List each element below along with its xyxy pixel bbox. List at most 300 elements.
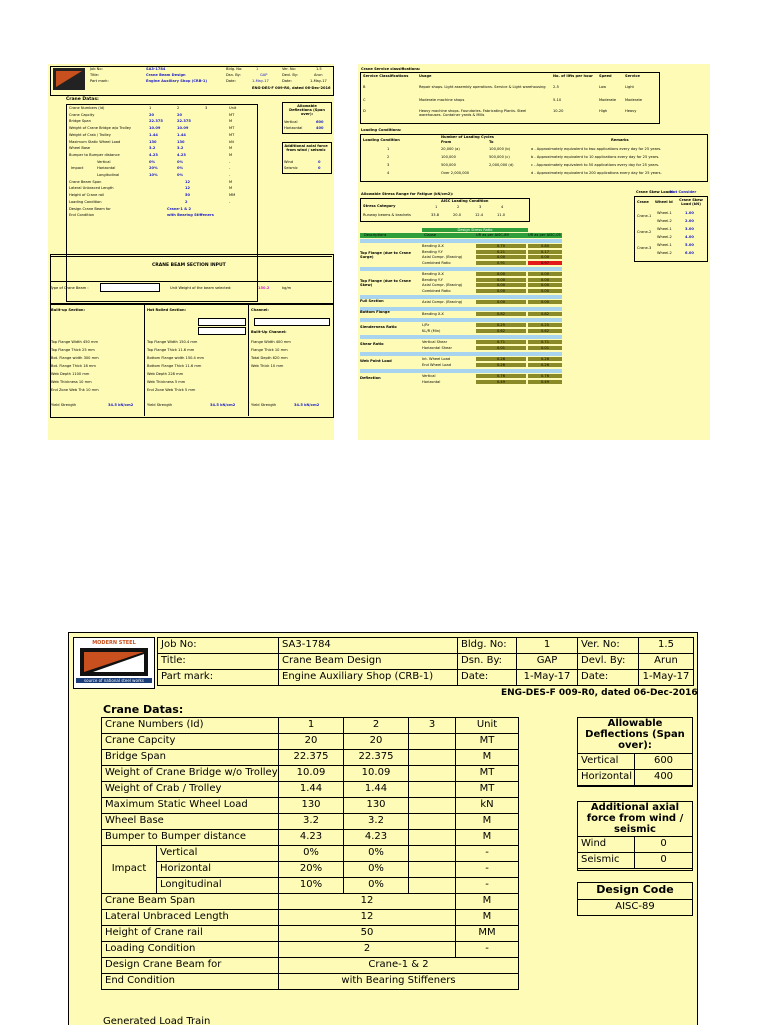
thumb-service-cell: Moderate xyxy=(599,98,617,102)
thumb-skew-table xyxy=(634,196,708,262)
thumb-axial-heading: Additional axial force from wind / seismic xyxy=(284,144,328,152)
impact-row-label: Vertical xyxy=(156,845,279,862)
crane-row-v3 xyxy=(408,733,456,750)
thumb-fatigue-header: Stress Category xyxy=(363,204,396,208)
thumb-service-cell: 2-5 xyxy=(553,85,559,89)
deflection-heading: Allowable Deflections (Span over): xyxy=(585,718,685,751)
crane-header-cell: 2 xyxy=(343,717,409,734)
thumb-section-row: Web Thick 10 mm xyxy=(251,364,284,368)
span-row-value: 12 xyxy=(278,893,456,910)
thumb-loading-cell: 100,000 xyxy=(441,155,456,159)
thumb-impact-row-v2: 0% xyxy=(177,159,184,164)
impact-row-v3 xyxy=(408,845,456,862)
thumb-channel-label: Channel: xyxy=(251,308,269,312)
thumb-crane-row: 4.23 xyxy=(177,152,186,157)
thumb-ratio-clause: Axial Compr. (Bracing) xyxy=(422,255,463,259)
crane-row-label: Maximum Static Wheel Load xyxy=(101,797,279,814)
dsn-by-value: GAP xyxy=(516,653,578,670)
thumb-ratio-ur89: 0.00 xyxy=(476,278,526,282)
thumb-part-label: Part mark: xyxy=(90,79,109,83)
thumb-impact-row-label: Horizontal xyxy=(97,166,116,171)
crane-row-v1: 130 xyxy=(278,797,344,814)
thumb-section-row: End Zone Web Thk 10 mm xyxy=(51,388,99,392)
crane-datas-heading: Crane Datas: xyxy=(103,703,184,716)
thumb-span-row-value: 12 xyxy=(185,179,191,184)
crane-row-v1: 20 xyxy=(278,733,344,750)
crane-row-v2: 130 xyxy=(343,797,409,814)
seismic-label: Seismic xyxy=(577,852,635,869)
thumb-span-row-unit: M xyxy=(229,179,233,184)
date2-value: 1-May-17 xyxy=(638,669,694,686)
thumb-ratio-separator xyxy=(360,318,562,322)
ver-no-label: Ver. No: xyxy=(577,637,639,654)
thumb-loading-cell: 3 xyxy=(387,163,390,167)
thumb-span-row-value: 12 xyxy=(185,186,191,191)
thumb-ratio-ur89: 0.00 xyxy=(476,255,526,259)
thumb-ratio-clause: Combined Ratio xyxy=(422,260,451,265)
thumb-loading-cell: 500,000 xyxy=(441,163,456,167)
thumb-loading-cell: 4 xyxy=(387,171,390,175)
thumb-ratio-ur05: 0.00 xyxy=(528,283,562,287)
thumb-section-row: End Zone Web Thick 5 mm xyxy=(147,388,196,392)
title-label: Title: xyxy=(157,653,279,670)
thumb-crane-row: 22.375 xyxy=(177,119,191,124)
horizontal-label: Horizontal xyxy=(577,769,635,786)
thumb-loading-cell: 100,000 (b) xyxy=(489,147,511,151)
thumb-ratio-clause: Vertical Shear xyxy=(422,340,448,344)
thumb-loading-cell: d - Approximately equivalent to 200 applications every day for 25 years. xyxy=(531,171,662,175)
thumb-fatigue-heading: Allowable Stress Range for Fatigue (kN/cm2): xyxy=(361,192,454,196)
crane-row-v2: 4.23 xyxy=(343,829,409,846)
crane-header-cell: 3 xyxy=(408,717,456,734)
impact-row-v1: 20% xyxy=(278,861,344,878)
crane-header-cell: 1 xyxy=(278,717,344,734)
thumb-service-cell: Heavy machine shops. Foundaries. Fabricating Plants. Steel warehouses. Container yards & Mills xyxy=(419,109,527,117)
thumb-skew-header: Wheel id xyxy=(655,200,673,204)
thumb-ratio-clause: Bending X-X xyxy=(422,272,444,276)
thumb-fatigue-header: 2 xyxy=(457,205,460,209)
crane-row-unit: MT xyxy=(455,733,519,750)
thumb-doc-ref: ENG-DES-F 009-R0, dated 06-Dec-2016 xyxy=(252,86,331,90)
thumb-ratio-group-title: Top Flange (due to Crane Skew) xyxy=(360,279,411,287)
thumb-ratio-ur89: 0.00 xyxy=(476,272,526,276)
thumb-span-row-label: End Condition xyxy=(69,213,95,218)
thumb-span-row-label: Lateral Unbraced Length xyxy=(69,186,114,191)
crane-row-label: Weight of Crane Bridge w/o Trolley xyxy=(101,765,279,782)
thumb-wind-label: Wind xyxy=(284,160,294,164)
crane-row-unit: MT xyxy=(455,765,519,782)
thumb-crane-row: 22.375 xyxy=(149,119,163,124)
thumb-fatigue-table xyxy=(360,198,530,222)
thumb-service-cell: Moderate xyxy=(625,98,643,102)
impact-row-v2: 0% xyxy=(343,845,409,862)
thumb-ratio-ur89: 0.01 xyxy=(476,346,526,350)
thumb-loading-cell: 500,000 (c) xyxy=(489,155,510,159)
thumb-fatigue-header: 3 xyxy=(479,205,482,209)
thumb-section-row: Top Flange Width 150.4 mm xyxy=(147,340,198,344)
thumb-ratio-ur89: 0.00 xyxy=(476,289,526,293)
thumb-loading-cell: b - Approximately equivalent to 10 applications every day for 25 years. xyxy=(531,155,660,159)
thumb-ratio-ur89: 0.00 xyxy=(476,300,526,304)
span-row-label: End Condition xyxy=(101,973,279,990)
job-no-label: Job No: xyxy=(157,637,279,654)
span-row-unit: M xyxy=(455,909,519,926)
crane-row-v1: 3.2 xyxy=(278,813,344,830)
thumb-ratio-clause: End Wheel Load xyxy=(422,362,451,367)
thumb-ratio-group-title: Top Flange (due to Crane Surge) xyxy=(360,251,411,259)
thumb-ratio-group-title: Deflection xyxy=(360,375,381,380)
thumb-service-table xyxy=(360,72,660,124)
thumb-crane-row: M xyxy=(229,119,233,124)
thumb-impact-row-label: Vertical xyxy=(97,159,111,164)
thumb-ratio-group-title: Shear Ratio xyxy=(360,341,384,346)
thumb-crane-row: 130 xyxy=(149,139,157,144)
thumb-fatigue-header: 4 xyxy=(501,205,504,209)
crane-row-label: Bridge Span xyxy=(101,749,279,766)
thumb-loading-cell: Over 2,000,000 xyxy=(441,171,470,175)
thumb-skew-cell: Wheel-1 xyxy=(657,243,672,247)
thumb-ratio-ur05: 0.17 xyxy=(528,250,562,254)
thumb-service-cell: C xyxy=(363,98,366,102)
thumb-hotrolled-select[interactable] xyxy=(198,318,246,326)
thumb-crane-row: Maximum Static Wheel Load xyxy=(69,139,121,144)
crane-row-v3 xyxy=(408,781,456,798)
thumb-ratio-header: UR as per AISC-05 xyxy=(528,233,561,237)
thumb-skew-cell: 6.00 xyxy=(685,251,694,255)
thumb-crane-header: Unit xyxy=(229,106,237,110)
thumb-ratio-ur05: 0.01 xyxy=(528,346,562,350)
thumb-service-header: Usage xyxy=(419,74,432,78)
thumb-section-row: Bottom Flange width 150.4 mm xyxy=(147,356,204,360)
thumb-unit-weight-label: Unit Weight of the beam selected: xyxy=(170,286,232,290)
span-row-label: Lateral Unbraced Length xyxy=(101,909,279,926)
thumb-crane-row: M xyxy=(229,152,233,157)
span-row-value: Crane-1 & 2 xyxy=(278,957,519,974)
thumb-span-row-label: Design Crane Beam for xyxy=(69,206,111,211)
part-mark-value: Engine Auxiliary Shop (CRB-1) xyxy=(278,669,458,686)
thumb-yield-value-1: 34.5 kN/cm2 xyxy=(108,403,134,407)
span-row-unit: M xyxy=(455,893,519,910)
thumb-horizontal-label: Horizontal xyxy=(284,126,303,130)
thumb-service-cell: 10-20 xyxy=(553,109,564,113)
thumb-loading-cell: 1 xyxy=(387,147,390,151)
thumb-section-row: Total Depth 620 mm xyxy=(251,356,288,360)
thumb-ratio-clause: Bending X-X xyxy=(422,244,444,248)
thumb-service-cell: Heavy xyxy=(625,109,637,113)
thumb-loading-table xyxy=(360,134,708,182)
crane-row-v3 xyxy=(408,813,456,830)
thumb-span-row-value: 50 xyxy=(185,193,191,198)
thumb-ratio-clause: Vertical xyxy=(422,374,436,378)
crane-row-label: Bumper to Bumper distance xyxy=(101,829,279,846)
thumb-skew-header: Crane Skew Load (kN) xyxy=(679,198,703,206)
crane-row-unit: MT xyxy=(455,781,519,798)
thumb-dsn-label: Dsn. By: xyxy=(226,73,241,77)
crane-row-label: Crane Capcity xyxy=(101,733,279,750)
crane-row-v2: 20 xyxy=(343,733,409,750)
thumb-crane-row: Weight of Crane Bridge w/o Trolley xyxy=(69,126,132,131)
thumb-section-row: Bot. Flange width 300 mm xyxy=(51,356,99,360)
thumb-title-label: Title: xyxy=(90,73,99,77)
thumb-ver-label: Ver. No: xyxy=(282,67,296,71)
thumb-crane-row: Weight of Crab / Trolley xyxy=(69,132,111,137)
doc-ref: ENG-DES-F 009-R0, dated 06-Dec-2016 xyxy=(501,688,698,698)
crane-row-v1: 1.44 xyxy=(278,781,344,798)
thumb-deflection-heading: Allowable Deflections (Span over): xyxy=(289,104,325,116)
thumb-ratio-ur89: 0.76 xyxy=(476,374,526,378)
thumb-fatigue-header: AISC Loading Condition xyxy=(441,199,489,203)
thumb-ratio-ur05: 0.00 xyxy=(528,255,562,259)
thumb-skew-cell: Crane-3 xyxy=(637,246,652,250)
thumb-crane-datas-heading: Crane Datas: xyxy=(66,97,99,102)
crane-row-label: Weight of Crab / Trolley xyxy=(101,781,279,798)
thumb-skew-cell: 1.00 xyxy=(685,211,694,215)
span-row-label: Crane Beam Span xyxy=(101,893,279,910)
span-row-value: 2 xyxy=(278,941,456,958)
thumb-skew-cell: 3.00 xyxy=(685,227,694,231)
thumb-service-cell: Low xyxy=(599,85,607,89)
vertical-value: 600 xyxy=(634,753,693,770)
thumb-ratio-ur89: 0.91 xyxy=(476,261,526,265)
thumb-ratio-ur89: 0.25 xyxy=(476,323,526,327)
thumb-loading-cell: 2 xyxy=(387,155,390,159)
thumb-ratio-clause: Bending Y-Y xyxy=(422,277,443,282)
thumb-skew-heading: Crane Skew Loads: xyxy=(636,190,675,194)
thumb-impact-row-v1: 10% xyxy=(149,173,158,177)
thumb-service-cell: High xyxy=(599,109,608,113)
thumb-section-row: Web Thickness 10 mm xyxy=(51,380,92,384)
thumb-service-cell: D xyxy=(363,109,366,113)
thumb-section-input-heading: CRANE BEAM SECTION INPUT xyxy=(152,263,226,268)
thumb-skew-cell: Wheel-1 xyxy=(657,211,672,215)
span-row-value: with Bearing Stiffeners xyxy=(278,973,519,990)
generated-load-train: Generated Load Train xyxy=(103,1016,211,1027)
thumb-skew-cell: 5.00 xyxy=(685,243,694,247)
thumb-service-cell: Light xyxy=(625,85,634,89)
span-row-unit: - xyxy=(455,941,519,958)
span-row-label: Design Crane Beam for xyxy=(101,957,279,974)
thumb-ratio-ur05: 0.80 xyxy=(528,244,562,248)
date-value: 1-May-17 xyxy=(516,669,578,686)
wind-value: 0 xyxy=(634,836,693,853)
crane-row-v1: 10.09 xyxy=(278,765,344,782)
thumb-loading-header: From xyxy=(441,140,452,144)
thumb-span-row-unit: MM xyxy=(229,193,236,198)
crane-row-v3 xyxy=(408,797,456,814)
thumb-yield-value-2: 34.5 kN/cm2 xyxy=(210,403,236,407)
thumb-builtup-channel-label: Built-Up Channel: xyxy=(251,330,287,334)
thumb-impact-label: Impact xyxy=(71,165,84,170)
thumb-crane-row: MT xyxy=(229,112,235,117)
thumb-fatigue-cell: 33.8 xyxy=(431,213,440,217)
bldg-no-value: 1 xyxy=(516,637,578,654)
thumb-span-row-label: Crane Beam Span xyxy=(69,179,102,184)
thumb-crane-row: 130 xyxy=(177,139,185,144)
thumb-impact-row-unit: - xyxy=(229,173,231,177)
thumb-date: 1-May-17 xyxy=(252,79,269,83)
thumb-skew-cell: 4.00 xyxy=(685,235,694,239)
thumb-ratio-separator xyxy=(360,352,562,356)
thumb-ratio-ur89: 0.82 xyxy=(476,312,526,316)
thumb-ver-no: 1.5 xyxy=(316,67,322,71)
impact-row-v1: 10% xyxy=(278,877,344,894)
crane-header-cell: Crane Numbers (Id) xyxy=(101,717,279,734)
thumb-ratio-ur05: 0.00 xyxy=(528,278,562,282)
thumb-ratio-ur05: 0.00 xyxy=(528,300,562,304)
thumb-ratio-clause: Int. Wheel Load xyxy=(422,357,451,361)
thumb-ratio-ur05: 0.97 xyxy=(528,261,562,265)
thumb-ratio-heading: Design Stress Ratio xyxy=(422,228,528,232)
thumb-section-row: Top Flange Thick 11.6 mm xyxy=(147,348,195,352)
ver-no-value: 1.5 xyxy=(638,637,694,654)
devl-by-value: Arun xyxy=(638,653,694,670)
thumb-crane-row: 10.09 xyxy=(177,126,189,131)
thumb-crane-row: 3.2 xyxy=(149,146,156,151)
thumb-builtup-label: Built-up Section: xyxy=(51,308,85,312)
crane-row-label: Wheel Base xyxy=(101,813,279,830)
thumb-skew-cell: Wheel-2 xyxy=(657,251,672,255)
thumb-ratio-separator xyxy=(360,335,562,339)
impact-row-v3 xyxy=(408,861,456,878)
thumb-impact-row-v2: 0% xyxy=(177,173,184,177)
thumb-ratio-ur05: 0.76 xyxy=(528,374,562,378)
thumb-ratio-ur89: 0.21 xyxy=(476,250,526,254)
thumb-impact-row-v2: 0% xyxy=(177,166,184,171)
crane-row-v2: 1.44 xyxy=(343,781,409,798)
thumb-wind: 0 xyxy=(318,160,321,164)
thumb-skew-header: Crane xyxy=(637,200,649,204)
thumb-ratio-ur05: 0.82 xyxy=(528,312,562,316)
thumb-skew-cell: 2.00 xyxy=(685,219,694,223)
thumb-crane-row: 10.09 xyxy=(149,126,161,131)
crane-row-v3 xyxy=(408,749,456,766)
impact-label: Impact xyxy=(101,845,157,894)
thumb-ratio-header: UR as per AISC-89 xyxy=(476,233,509,237)
thumb-ratio-ur89: 0.71 xyxy=(476,340,526,344)
right-sheet-thumbnail xyxy=(358,64,710,440)
thumb-yield-label-1: Yield Strength xyxy=(51,403,77,407)
thumb-fatigue-cell: Runway beams & brackets xyxy=(363,213,411,217)
span-row-label: Height of Crane rail xyxy=(101,925,279,942)
logo-text: MODERN STEEL xyxy=(92,640,136,646)
thumb-ratio-group-title: Full Section xyxy=(360,298,384,303)
thumb-hotrolled-select-2[interactable] xyxy=(198,327,246,335)
thumb-title: Crane Beam Design xyxy=(146,73,186,77)
thumb-channel-select[interactable] xyxy=(254,318,330,326)
thumb-section-row: Flange Thick 10 mm xyxy=(251,348,288,352)
thumb-ratio-clause: Bending Y-Y xyxy=(422,249,443,254)
thumb-crane-row: MT xyxy=(229,126,235,131)
thumb-loading-header: Remarks xyxy=(611,138,629,142)
thumb-dsn-by: GAP xyxy=(260,73,268,77)
thumb-skew-cell: Crane-2 xyxy=(637,230,652,234)
axial-force-heading: Additional axial force from wind / seismic xyxy=(586,802,684,835)
thumb-skew-cell: Crane-1 xyxy=(637,214,652,218)
thumb-ratio-ur05: 0.00 xyxy=(528,289,562,293)
span-row-value: 12 xyxy=(278,909,456,926)
thumb-type-label: Type of Crane Beam : xyxy=(50,286,89,290)
thumb-ratio-group-title: Slenderness Ratio xyxy=(360,324,397,329)
thumb-ratio-clause: Horizontal Shear xyxy=(422,345,452,350)
thumb-bldg-label: Bldg. No: xyxy=(226,67,243,71)
thumb-impact-row-v1: 20% xyxy=(149,166,158,171)
thumb-span-row-label: Loading Condition xyxy=(69,199,102,204)
impact-row-unit: - xyxy=(455,845,519,862)
title-value: Crane Beam Design xyxy=(278,653,458,670)
thumb-hotrolled-label: Hot Rolled Section: xyxy=(147,308,186,312)
thumb-section-row: Flange Width 400 mm xyxy=(251,340,291,344)
thumb-vertical-label: Vertical xyxy=(284,120,298,124)
thumb-crane-row: 20 xyxy=(149,112,155,117)
design-code-heading: Design Code xyxy=(577,882,693,900)
thumb-ratio-ur89: 0.70 xyxy=(476,244,526,248)
impact-row-label: Horizontal xyxy=(156,861,279,878)
thumb-crane-row: Bumper to Bumper distance xyxy=(69,152,120,157)
thumb-skew-note: Not Consider xyxy=(670,190,697,194)
thumb-ratio-header: Descriptions xyxy=(364,233,387,237)
wind-label: Wind xyxy=(577,836,635,853)
thumb-yield-value-3: 34.5 kN/cm2 xyxy=(294,403,320,407)
crane-row-v2: 3.2 xyxy=(343,813,409,830)
thumb-ratio-clause: Combined Ratio xyxy=(422,288,451,293)
thumb-service-header: Service xyxy=(625,74,640,78)
impact-row-label: Longitudinal xyxy=(156,877,279,894)
thumb-span-row-value: Crane-1 & 2 xyxy=(167,206,191,211)
crane-row-unit: M xyxy=(455,813,519,830)
thumb-loading-header: To xyxy=(489,140,494,144)
crane-beam-sheet xyxy=(68,632,698,1025)
impact-row-unit: - xyxy=(455,877,519,894)
thumb-date2: 1-May-17 xyxy=(310,79,327,83)
thumb-fatigue-cell: 20.0 xyxy=(453,213,462,217)
thumb-loading-cell: a - Approximately equivalent to two applications every day for 25 years. xyxy=(531,147,662,151)
thumb-section-row: Bot. Flange Thick 18 mm xyxy=(51,364,96,368)
thumb-ratio-ur89: 0.62 xyxy=(476,329,526,333)
thumb-horizontal: 400 xyxy=(316,126,324,130)
seismic-value: 0 xyxy=(634,852,693,869)
thumb-impact-row-v1: 0% xyxy=(149,159,156,164)
company-logo xyxy=(73,637,155,689)
date2-label: Date: xyxy=(577,669,639,686)
span-row-unit: MM xyxy=(455,925,519,942)
thumb-span-row-unit: - xyxy=(229,199,231,204)
thumb-section-row: Web Depth 228 mm xyxy=(147,372,184,376)
job-no-value: SA3-1784 xyxy=(278,637,458,654)
thumb-ratio-header: Clause xyxy=(424,233,437,237)
crane-row-unit: kN xyxy=(455,797,519,814)
devl-by-label: Devl. By: xyxy=(577,653,639,670)
thumb-crane-header: 3 xyxy=(205,106,208,110)
thumb-service-cell: B xyxy=(363,85,366,89)
thumb-loading-header: Loading Condition xyxy=(363,138,400,142)
thumb-vertical: 600 xyxy=(316,120,324,124)
thumb-ratio-clause: Horizontal xyxy=(422,379,441,384)
thumb-crane-row: M xyxy=(229,146,233,151)
thumb-crane-header: 1 xyxy=(149,106,152,110)
thumb-type-select[interactable] xyxy=(100,283,160,292)
thumb-fatigue-cell: 12.4 xyxy=(475,213,484,217)
thumb-crane-row: 1.44 xyxy=(149,132,158,137)
thumb-service-cell: Repair shops. Light assembly operations. Service & Light warehousing xyxy=(419,85,546,89)
thumb-crane-row: 20 xyxy=(177,112,183,117)
thumb-section-row: Bottom Flange Thick 11.6 mm xyxy=(147,364,202,368)
thumb-section-row: Top Flange Width 450 mm xyxy=(51,340,98,344)
thumb-section-row: Web Depth 1100 mm xyxy=(51,372,90,376)
crane-row-v1: 4.23 xyxy=(278,829,344,846)
crane-row-v2: 22.375 xyxy=(343,749,409,766)
span-row-label: Loading Condition xyxy=(101,941,279,958)
thumb-yield-label-2: Yield Strength xyxy=(147,403,173,407)
